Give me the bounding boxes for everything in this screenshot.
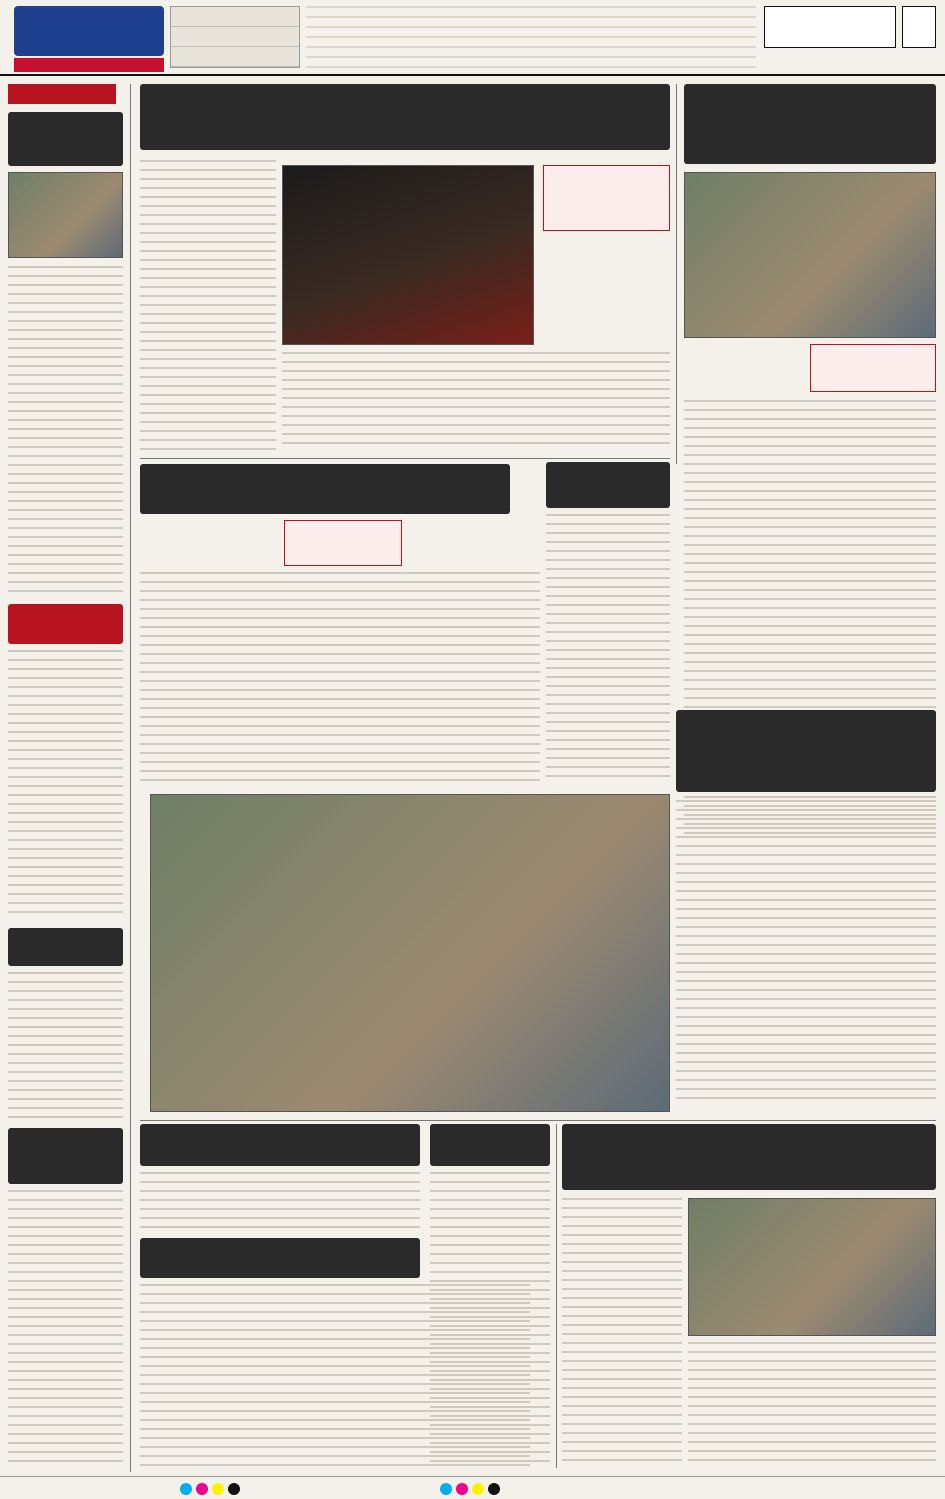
brief-headline-2 — [8, 604, 123, 644]
brief-headline-4 — [8, 1128, 123, 1184]
page-number — [902, 6, 936, 48]
column-rule — [556, 1124, 557, 1468]
mining-fund-body-text — [676, 800, 936, 1106]
lead-body-text-2 — [282, 352, 670, 450]
relief-body-text — [546, 514, 670, 784]
brief-headline — [8, 112, 123, 166]
brief-body-text-3 — [8, 972, 123, 1120]
registration-mark — [488, 1483, 500, 1495]
food-distribution-photo — [150, 794, 670, 1112]
brief-body-text — [8, 266, 123, 596]
brief-column-tag — [8, 84, 116, 104]
brief-body-text-4 — [8, 1190, 123, 1468]
migrants-body-text — [430, 1172, 550, 1468]
registration-mark — [440, 1483, 452, 1495]
column-rule — [676, 84, 677, 464]
weather-alert-box — [284, 520, 402, 566]
column-rule — [130, 84, 131, 1472]
registration-mark — [472, 1483, 484, 1495]
registration-mark — [228, 1483, 240, 1495]
brief-body-text-2 — [8, 650, 123, 920]
newspaper-logo — [14, 6, 164, 56]
registration-mark — [196, 1483, 208, 1495]
date-line — [14, 58, 164, 72]
weather-headline — [140, 464, 510, 514]
potter-body-text — [562, 1198, 682, 1468]
potter-headline — [562, 1124, 936, 1190]
lead-body-text — [140, 160, 276, 450]
pottery-photo — [688, 1198, 936, 1336]
migrants-headline — [430, 1124, 550, 1166]
top-right-highlights-box — [810, 344, 936, 392]
mining-fund-headline — [676, 710, 936, 792]
ribbon-item — [171, 7, 299, 27]
registration-mark — [212, 1483, 224, 1495]
registration-mark — [180, 1483, 192, 1495]
registration-mark — [456, 1483, 468, 1495]
relief-headline — [546, 462, 670, 508]
top-right-headline — [684, 84, 936, 164]
ribbon-item — [171, 47, 299, 67]
row-rule — [140, 458, 670, 459]
print-footer — [0, 1476, 945, 1499]
food-aid-headline — [140, 1124, 420, 1166]
scuffle-photo — [684, 172, 936, 338]
masthead — [0, 0, 945, 76]
bus-photo — [282, 165, 534, 345]
food-aid-body-text — [140, 1172, 420, 1232]
lead-highlights-box — [543, 165, 670, 231]
row-rule — [140, 1120, 936, 1121]
ribbon-teaser-text — [306, 6, 756, 68]
court-headline — [140, 1238, 420, 1278]
section-name — [764, 6, 896, 48]
brief-headline-3 — [8, 928, 123, 966]
brief-photo — [8, 172, 123, 258]
potter-body-text-2 — [688, 1342, 936, 1468]
lead-headline — [140, 84, 670, 150]
weather-body-text — [140, 572, 540, 784]
ribbon-headlines — [170, 6, 300, 68]
ribbon-item — [171, 27, 299, 47]
